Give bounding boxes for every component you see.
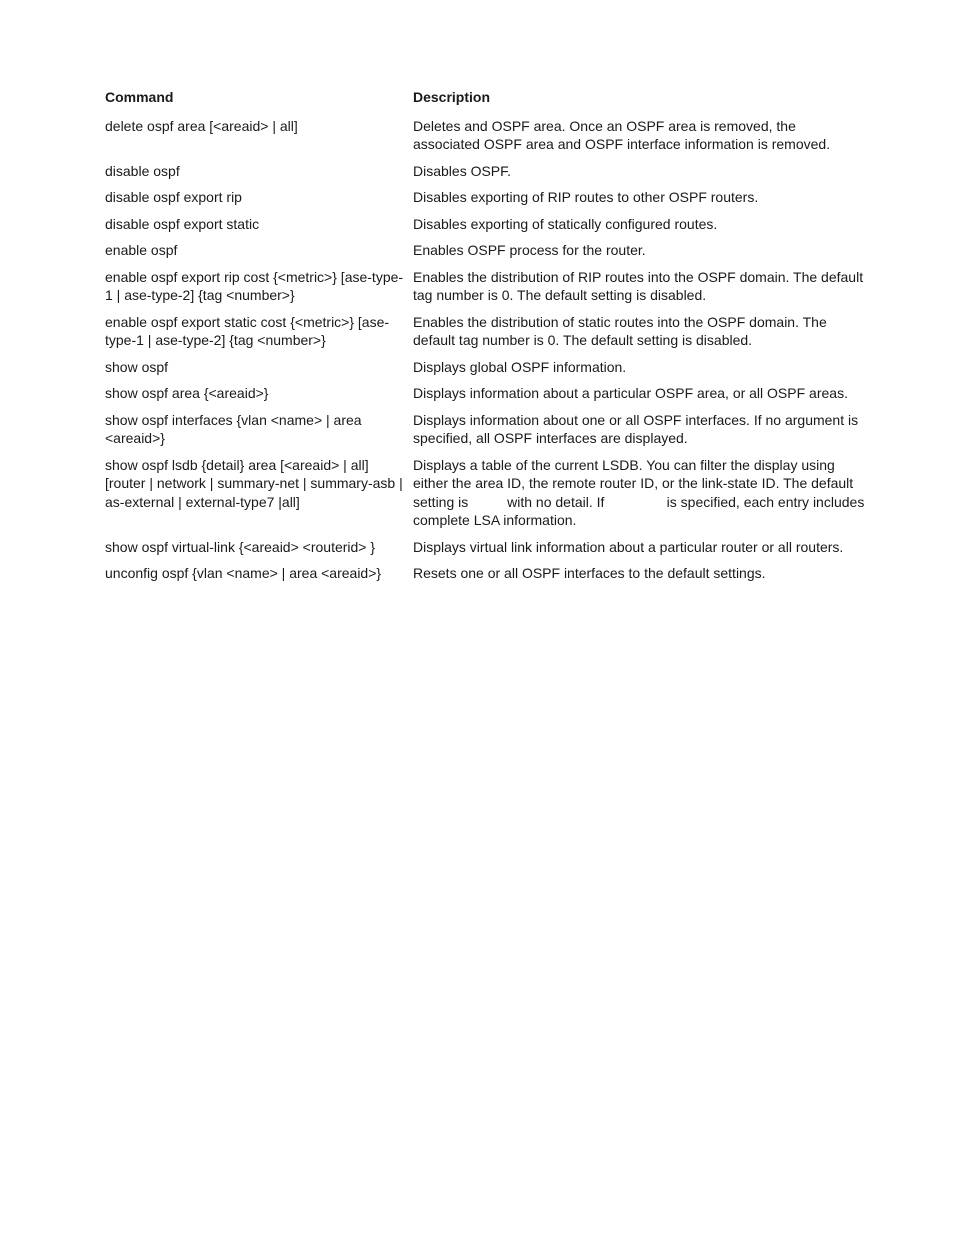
table-row	[105, 384, 865, 403]
command-cell: enable ospf export rip cost {<metric>} [ase-type-1 | ase-type-2] {tag <number>}	[105, 268, 404, 303]
description-cell: Displays virtual link information about a particular router or all routers.	[413, 538, 844, 555]
command-cell: disable ospf	[105, 162, 180, 179]
command-cell: enable ospf	[105, 242, 178, 258]
description-cell: Displays global OSPF information.	[413, 358, 627, 375]
description-cell: Displays information about a particular OSPF area, or all OSPF areas.	[413, 385, 848, 401]
table-row	[105, 358, 865, 377]
table-row	[105, 564, 865, 583]
table-row	[105, 117, 865, 154]
command-cell: disable ospf export static	[105, 215, 260, 232]
command-table	[105, 88, 869, 591]
table-row	[105, 215, 865, 234]
table-row	[105, 538, 865, 557]
command-column-header: Command	[105, 89, 174, 105]
description-cell: Enables the distribution of static routes into the OSPF domain. The default tag number is 0. The default setting is disabled.	[413, 313, 827, 348]
description-cell: Enables OSPF process for the router.	[413, 242, 646, 258]
table-row	[105, 162, 865, 181]
command-cell: show ospf lsdb {detail} area [<areaid> | all] [router | network | summary-net | summary-asb | as-external | external-type7 |all]	[105, 456, 403, 510]
table-row	[105, 456, 869, 530]
command-cell: disable ospf export rip	[105, 189, 242, 205]
description-cell: Disables exporting of statically configured routes.	[413, 215, 718, 232]
command-cell: enable ospf export static cost {<metric>} [ase-type-1 | ase-type-2] {tag <number>}	[105, 313, 390, 348]
description-cell: Resets one or all OSPF interfaces to the default settings.	[413, 565, 766, 581]
table-header-row	[105, 88, 865, 107]
table-row	[105, 411, 865, 448]
table-row	[105, 188, 865, 207]
command-cell: delete ospf area [<areaid> | all]	[105, 117, 298, 134]
command-cell: show ospf	[105, 358, 169, 375]
description-cell: Displays a table of the current LSDB. You can filter the display using either the area ID, the remote router ID, or the link-state ID. The default setting is with no detail. If is specified, each entry includes complete LSA information.	[413, 456, 869, 528]
description-cell: Disables exporting of RIP routes to other OSPF routers.	[413, 189, 759, 205]
table-row	[105, 241, 865, 260]
table-row	[105, 313, 865, 350]
command-cell: show ospf virtual-link {<areaid> <routerid> }	[105, 538, 376, 555]
description-column-header: Description	[413, 89, 491, 105]
table-row	[105, 268, 865, 305]
description-cell: Deletes and OSPF area. Once an OSPF area is removed, the associated OSPF area and OSPF interface information is removed.	[413, 117, 831, 152]
description-cell: Enables the distribution of RIP routes into the OSPF domain. The default tag number is 0. The default setting is disabled.	[413, 268, 864, 303]
command-cell: show ospf interfaces {vlan <name> | area <areaid>}	[105, 411, 362, 446]
description-cell: Displays information about one or all OSPF interfaces. If no argument is specified, all OSPF interfaces are displayed.	[413, 411, 859, 446]
description-cell: Disables OSPF.	[413, 162, 512, 179]
command-cell: show ospf area {<areaid>}	[105, 385, 269, 401]
command-cell: unconfig ospf {vlan <name> | area <areaid>}	[105, 565, 382, 581]
